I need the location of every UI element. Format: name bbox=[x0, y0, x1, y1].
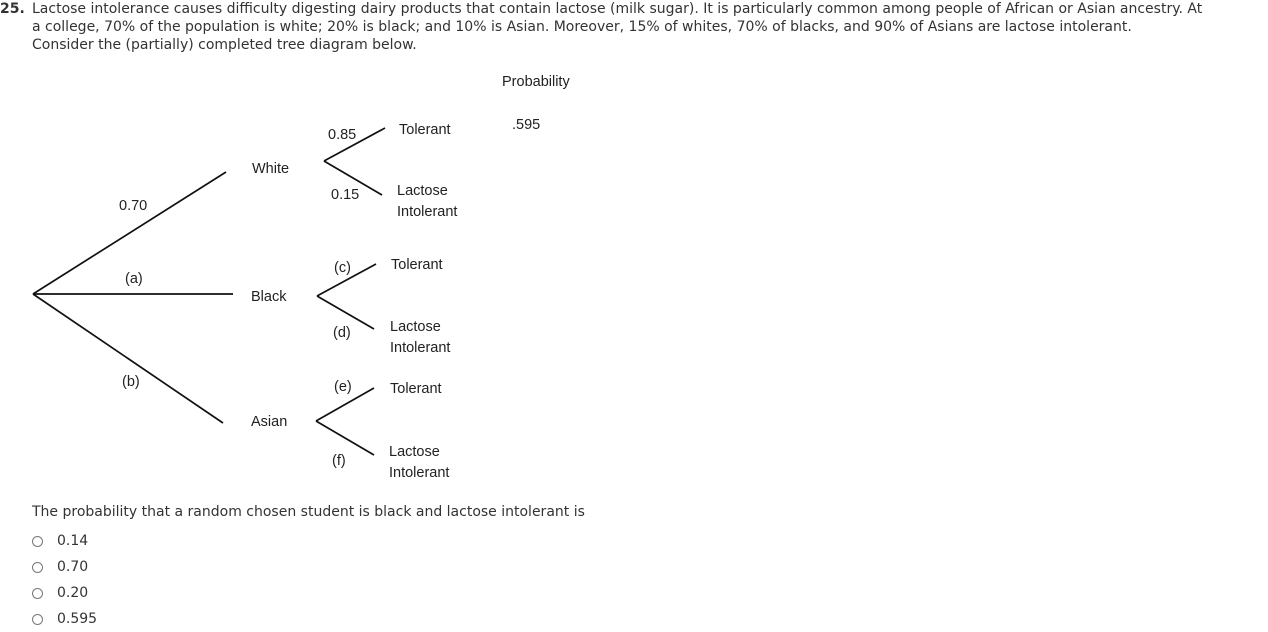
question-line-3: Consider the (partially) completed tree diagram below. bbox=[32, 37, 417, 53]
prob-black-tolerant: (c) bbox=[334, 260, 351, 276]
question-line-2: a college, 70% of the population is white; 20% is black; and 10% is Asian. Moreover, 15% of whites, 70% of blacks, and 90% of Asians are lactose intolerant. bbox=[32, 19, 1132, 35]
answer-option-2[interactable] bbox=[32, 554, 97, 580]
prob-white-tolerant: 0.85 bbox=[328, 127, 357, 143]
question-prompt: The probability that a random chosen student is black and lactose intolerant is bbox=[32, 504, 585, 520]
outcome-black-intolerant-1: Lactose bbox=[390, 319, 441, 335]
outcome-white-tolerant: Tolerant bbox=[399, 122, 451, 138]
branch-asian-intolerant bbox=[316, 421, 374, 455]
outcome-asian-tolerant: Tolerant bbox=[390, 381, 442, 397]
option-label: 0.20 bbox=[57, 585, 89, 601]
answer-option-3[interactable] bbox=[32, 580, 97, 606]
prob-black-intolerant: (d) bbox=[333, 325, 351, 341]
option-label: 0.595 bbox=[57, 611, 98, 627]
group-label-black: Black bbox=[251, 289, 287, 305]
result-white-tolerant: .595 bbox=[512, 117, 541, 133]
radio-button[interactable] bbox=[32, 562, 43, 573]
radio-button[interactable] bbox=[32, 614, 43, 625]
answer-option-4[interactable] bbox=[32, 606, 97, 632]
group-label-white: White bbox=[252, 161, 290, 177]
radio-button[interactable] bbox=[32, 588, 43, 599]
outcome-asian-intolerant-2: Intolerant bbox=[389, 465, 450, 481]
outcome-black-tolerant: Tolerant bbox=[391, 257, 443, 273]
branch-asian bbox=[33, 294, 223, 423]
answer-options bbox=[32, 528, 97, 632]
outcome-white-intolerant-1: Lactose bbox=[397, 183, 448, 199]
tree-diagram bbox=[0, 60, 700, 500]
branch-label-asian: (b) bbox=[122, 374, 140, 390]
group-label-asian: Asian bbox=[251, 414, 288, 430]
prob-white-intolerant: 0.15 bbox=[331, 187, 360, 203]
option-label: 0.70 bbox=[57, 559, 89, 575]
outcome-white-intolerant-2: Intolerant bbox=[397, 204, 458, 220]
option-label: 0.14 bbox=[57, 533, 89, 549]
radio-button[interactable] bbox=[32, 536, 43, 547]
prob-asian-intolerant: (f) bbox=[332, 453, 346, 469]
branch-label-white: 0.70 bbox=[119, 198, 148, 214]
outcome-black-intolerant-2: Intolerant bbox=[390, 340, 451, 356]
prob-asian-tolerant: (e) bbox=[334, 379, 352, 395]
question-number: 25. bbox=[0, 1, 25, 17]
branch-label-black: (a) bbox=[125, 271, 143, 287]
question-line-1: Lactose intolerance causes difficulty digesting dairy products that contain lactose (milk sugar). It is particularly common among people of African or Asian ancestry. At bbox=[32, 1, 1203, 17]
question-body bbox=[32, 0, 1268, 54]
answer-option-1[interactable] bbox=[32, 528, 97, 554]
probability-header: Probability bbox=[502, 74, 570, 90]
outcome-asian-intolerant-1: Lactose bbox=[389, 444, 440, 460]
